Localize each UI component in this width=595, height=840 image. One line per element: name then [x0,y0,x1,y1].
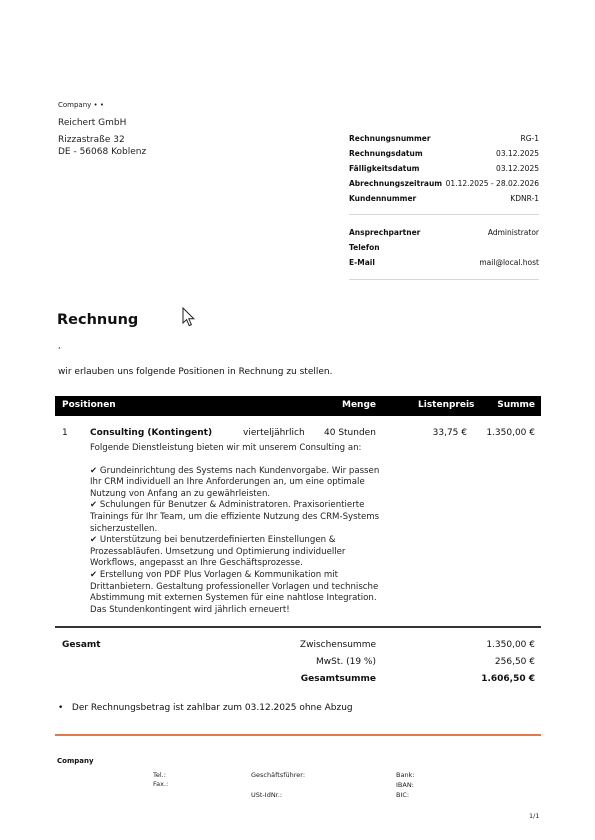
payment-note-text: Der Rechnungsbetrag ist zahlbar zum 03.12.2025 ohne Abzug [71,703,353,713]
contact-label: Telefon [349,243,380,252]
footer-fax: Fax.: [153,780,169,788]
footer-vat-id: USt-IdNr.: [251,791,283,799]
footer-iban: IBAN: [396,781,414,789]
payment-note [58,703,353,713]
description-line: Workflows, angepasst an Ihre Geschäftsprozesse. [90,558,303,569]
meta-label: Abrechnungszeitraum [349,179,443,188]
document-title: Rechnung [57,312,139,328]
position-number: 1 [62,428,68,438]
meta-label: Rechnungsnummer [349,134,431,143]
meta-label: Kundennummer [349,194,417,203]
sender-street: Rizzastraße 32 [58,135,125,145]
contact-value: Administrator [487,228,539,237]
position-name: Consulting (Kontingent) [90,428,213,438]
footer-ceo: Geschäftsführer: [251,771,306,779]
header-quantity: Menge [342,400,377,410]
totals-divider [55,626,541,628]
contact-label: E-Mail [349,258,375,267]
positions-table-header [55,396,541,416]
contact-divider [349,279,539,280]
contact-value[interactable]: mail@local.host [479,258,539,267]
meta-value: KDNR-1 [510,194,539,203]
description-line: Abstimmung mit externen Systemen für eine nahtlose Integration. [90,593,377,604]
description-line: Prozessabläufen. Umsetzung und Optimierung individueller [90,546,346,557]
meta-row-customer-number [349,194,539,206]
meta-value: RG-1 [520,134,539,143]
subtotal-value: 1.350,00 € [486,640,535,650]
vat-value: 256,50 € [494,657,535,667]
description-line: Trainings für Ihr Team, um die effiziente Nutzung des CRM-Systems [90,511,380,522]
description-line: ✔ Unterstützung bei benutzerdefinierten Einstellungen & [90,535,336,546]
description-line: sicherzustellen. [90,523,158,534]
footer-company: Company [57,757,94,765]
meta-label: Fälligkeitsdatum [349,164,420,173]
sender-company-label: Company • • [58,101,105,109]
header-list-price: Listenpreis [418,400,475,410]
footer-bic: BIC: [396,791,410,799]
description-line: Das Stundenkontingent wird jährlich erneuert! [90,604,290,615]
position-sum: 1.350,00 € [486,428,535,438]
bullet-icon: • [58,703,64,713]
meta-value: 03.12.2025 [496,164,539,173]
subtotal-label: Zwischensumme [299,640,376,650]
contact-label: Ansprechpartner [349,228,421,237]
footer-tel: Tel.: [153,771,166,779]
footer-bank: Bank: [396,771,415,779]
description-lead: Folgende Dienstleistung bieten wir mit unserem Consulting an: [90,443,362,453]
meta-row-billing-period [349,179,539,191]
meta-value: 03.12.2025 [496,149,539,158]
vat-label: MwSt. (19 %) [316,657,376,667]
intro-text: wir erlauben uns folgende Positionen in Rechnung zu stellen. [58,367,333,377]
sender-city: DE - 56068 Koblenz [58,147,147,157]
description-line: Ihr CRM individuell an Ihre Anforderungen an, um eine optimale [90,477,365,488]
meta-divider [349,214,539,215]
description-line: Drittanbietern. Gestaltung professioneller Vorlagen und technische [90,581,379,592]
salutation: , [58,341,61,350]
sender-name: Reichert GmbH [58,118,127,128]
position-interval: vierteljährlich [243,428,305,438]
grand-total-value: 1.606,50 € [481,674,535,684]
description-line: ✔ Schulungen für Benutzer & Administratoren. Praxisorientierte [90,500,365,511]
description-line: ✔ Erstellung von PDF Plus Vorlagen & Kommunikation mit [90,569,339,580]
meta-row-due-date [349,164,539,176]
header-positions: Positionen [62,400,116,410]
contact-row-email [349,258,539,270]
totals-label: Gesamt [62,640,101,650]
header-sum: Summe [497,400,535,410]
footer-accent-divider [55,734,541,736]
meta-value: 01.12.2025 - 28.02.2026 [445,179,539,188]
contact-row-phone [349,243,539,255]
position-price: 33,75 € [432,428,467,438]
mouse-cursor-icon [182,307,196,327]
meta-row-invoice-date [349,149,539,161]
description-line: Nutzung von Anfang an zu gewährleisten. [90,488,271,499]
position-description [90,443,390,616]
meta-label: Rechnungsdatum [349,149,423,158]
grand-total-label: Gesamtsumme [300,674,376,684]
position-quantity: 40 Stunden [324,428,376,438]
description-line: ✔ Grundeinrichtung des Systems nach Kundenvorgabe. Wir passen [90,465,380,476]
contact-row-person [349,228,539,240]
page-number: 1/1 [529,812,540,820]
meta-row-invoice-number [349,134,539,146]
